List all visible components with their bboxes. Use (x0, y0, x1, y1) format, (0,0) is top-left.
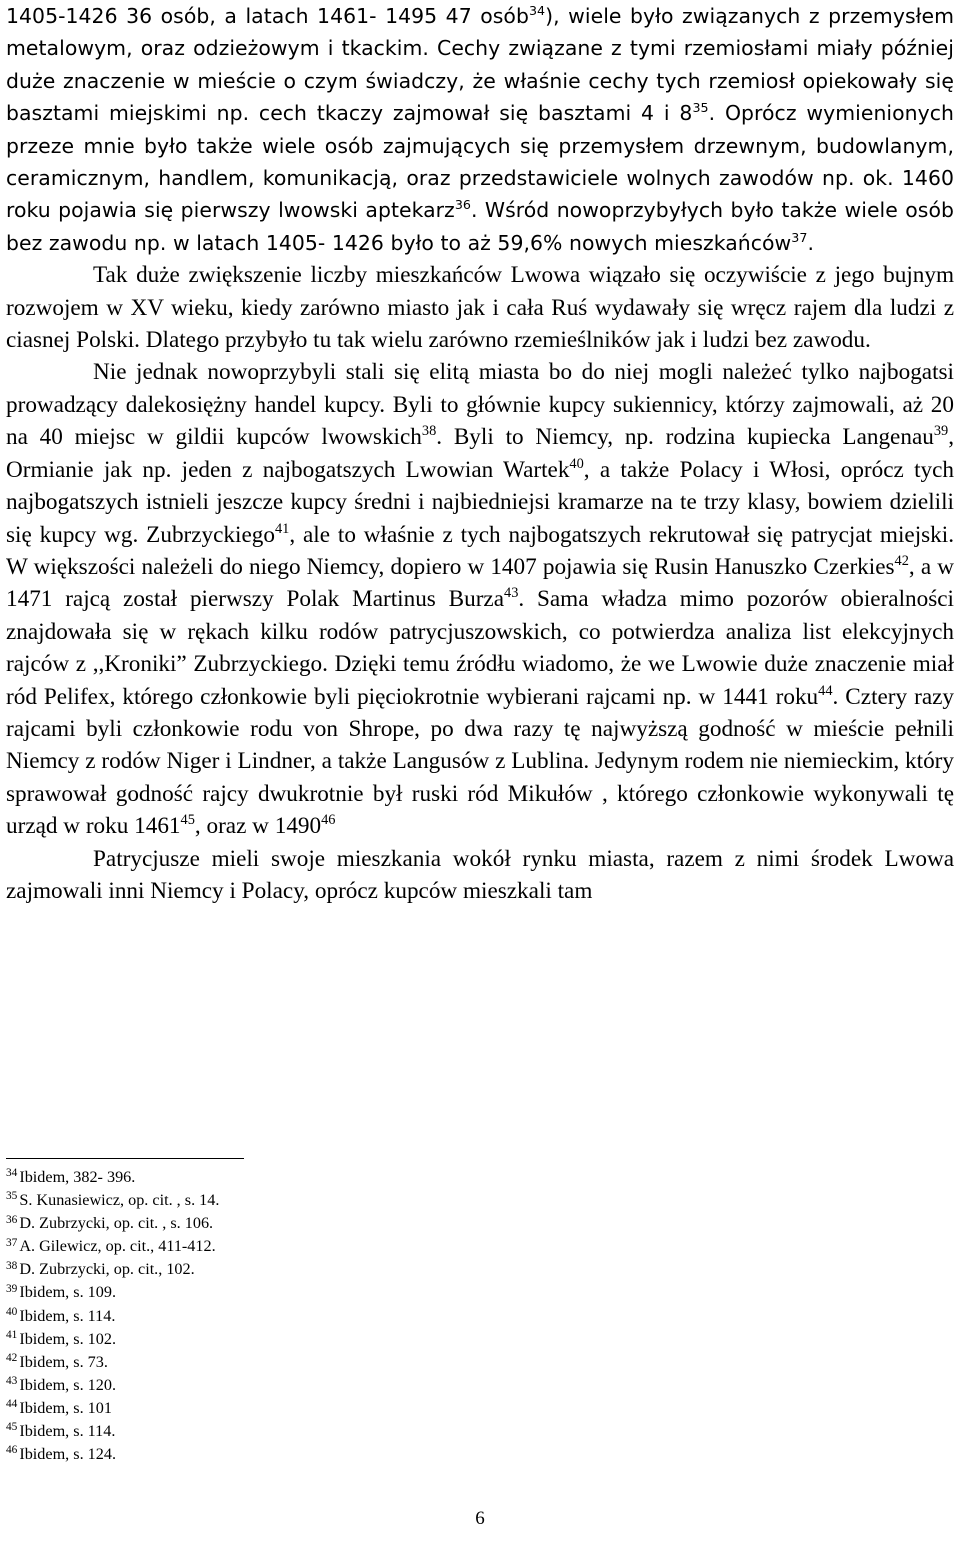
footnote-ref-41: 41 (274, 520, 290, 537)
footnote-separator (6, 1158, 244, 1159)
footnote: $^{38}$ D. Zubrzycki, op. cit., 102. (6, 1259, 195, 1279)
footnote-ref-46: 46 (321, 812, 336, 829)
footnotes (6, 1166, 219, 1466)
footnote-ref-36: 36 (454, 197, 471, 213)
footnote: $^{35}$ S. Kunasiewicz, op. cit. , s. 14. (6, 1190, 220, 1210)
footnote-ref-44: 44 (818, 682, 833, 699)
footnote-ref-38: 38 (421, 423, 437, 440)
footnote: $^{45}$ Ibidem, s. 114. (6, 1421, 116, 1441)
footnote-ref-40: 40 (569, 455, 584, 472)
paragraph-4: Patrycjusze mieli swoje mieszkania wokół rynku miasta, razem z nimi środek Lwowa zajmowali inni Niemcy i Polacy, oprócz kupców mieszkali tam (6, 845, 954, 904)
footnote: $^{42}$ Ibidem, s. 73. (6, 1352, 108, 1371)
footnote: $^{39}$ Ibidem, s. 109. (6, 1282, 116, 1302)
footnote-ref-42: 42 (894, 553, 909, 569)
paragraph-3: Nie jednak nowoprzybyli stali się elitą miasta bo do niej mogli należeć tylko najbogatsi prowadzący dalekosiężny handel kupcy. Byli to głównie kupcy sukiennicy, którzy zajmowali, aż 20 na 40 miejsc w gildii kupców lwowskich$^{38}$. Byli to Niemcy, np. rodzina kupiecka Langenau$^{39}$, Ormianie jak np. jeden z najbogatszych Lwowian Wartek$^{40}$, a także Polacy i Włosi, oprócz tych najbogatszych istnieli jeszcze kupcy średni i najbiedniejsi kramarze na te trzy klasy, bowiem dzielili się kupcy wg. Zubrzyckiego$^{41}$, ale to właśnie z tych najbogatszych rekrutował się patrycjat miejski. W większości należeli do niego Niemcy, dopiero w 1407 pojawia się Rusin Hanuszko Czerkies$^{42}$, a w 1471 rajcą został pierwszy Polak Martinus Burza$^{43}$. Sama władza mimo pozorów obieralności znajdowała się w rękach kilku rodów patrycjuszowskich, co potwierdza analiza list elekcyjnych rajców z ,,Kroniki” Zubrzyckiego. Dzięki temu źródłu wiadomo, że we Lwowie duże znaczenie miał ród Pelifex, którego członkowie byli pięciokrotnie wybierani rajcami np. w 1441 roku$^{44}$. Cztery razy rajcami byli członkowie rodu von Shrope, po dwa razy tę najwyższą godność w mieście pełnili Niemcy z rodów Niger i Lindner, a także Langusów z Lublina. Jedynym rodem nie niemieckim, który sprawował godność rajcy dwukrotnie był ruski ród Mikułów , którego członkowie wykonywali tę urząd w roku 1461$^{45}$, oraz w 1490$^{46}$ (6, 359, 955, 840)
footnote: $^{34}$ Ibidem, 382- 396. (6, 1167, 136, 1186)
footnote: $^{36}$ D. Zubrzycki, op. cit. , s. 106. (6, 1213, 214, 1233)
paragraph-2: Tak duże zwiększenie liczby mieszkańców Lwowa wiązało się oczywiście z jego bujnym rozwojem w XV wieku, kiedy zarówno miasto jak i cała Ruś wydawały się wręcz rajem dla ludzi z ciasnej Polski. Dlatego przybyło tu tak wielu zarówno rzemieślników jak i ludzi bez zawodu. (6, 262, 954, 354)
footnote-ref-37: 37 (791, 230, 808, 246)
footnote: $^{46}$ Ibidem, s. 124. (6, 1444, 116, 1464)
footnote: $^{40}$ Ibidem, s. 114. (6, 1305, 116, 1325)
footnote-ref-34: 34 (528, 3, 546, 19)
footnote: $^{44}$ Ibidem, s. 101 (6, 1398, 112, 1417)
footnote: $^{41}$ Ibidem, s. 102. (6, 1329, 116, 1348)
footnote-ref-45: 45 (180, 812, 195, 829)
paragraph-1: 1405-1426 36 osób, a latach 1461- 1495 47 osób$^{34}$), wiele było związanych z przemysłem metalowym, oraz odzieżowym i tkackim. Cechy związane z tymi rzemiosłami miały później duże znaczenie w mieście o czym świadczy, że właśnie cechy tych rzemiosł opiekowały się basztami miejskimi np. cech tkaczy zajmował się basztami 4 i $8^{35}$. Oprócz wymienionych przeze mnie było także wiele osób zajmujących się przemysłem drzewnym, budowlanym, ceramicznym, handlem, komunikacją, oraz przedstawiciele wolnych zawodów np. ok. 1460 roku pojawia się pierwszy lwowski aptekarz$^{36}$. Wśród nowoprzybyłych było także wiele osób bez zawodu np. w latach 1405- 1426 było to aż 59,6% nowych mieszkańców$^{37}$. (6, 3, 954, 255)
footnote: $^{43}$ Ibidem, s. 120. (6, 1375, 116, 1394)
page-body (6, 0, 954, 907)
footnote-ref-35: 35 (692, 100, 709, 116)
footnote-ref-39: 39 (933, 423, 949, 440)
page-number: 6 (475, 1508, 485, 1529)
footnote: $^{37}$ A. Gilewicz, op. cit., 411-412. (6, 1236, 216, 1256)
footnote-ref-43: 43 (504, 585, 519, 602)
